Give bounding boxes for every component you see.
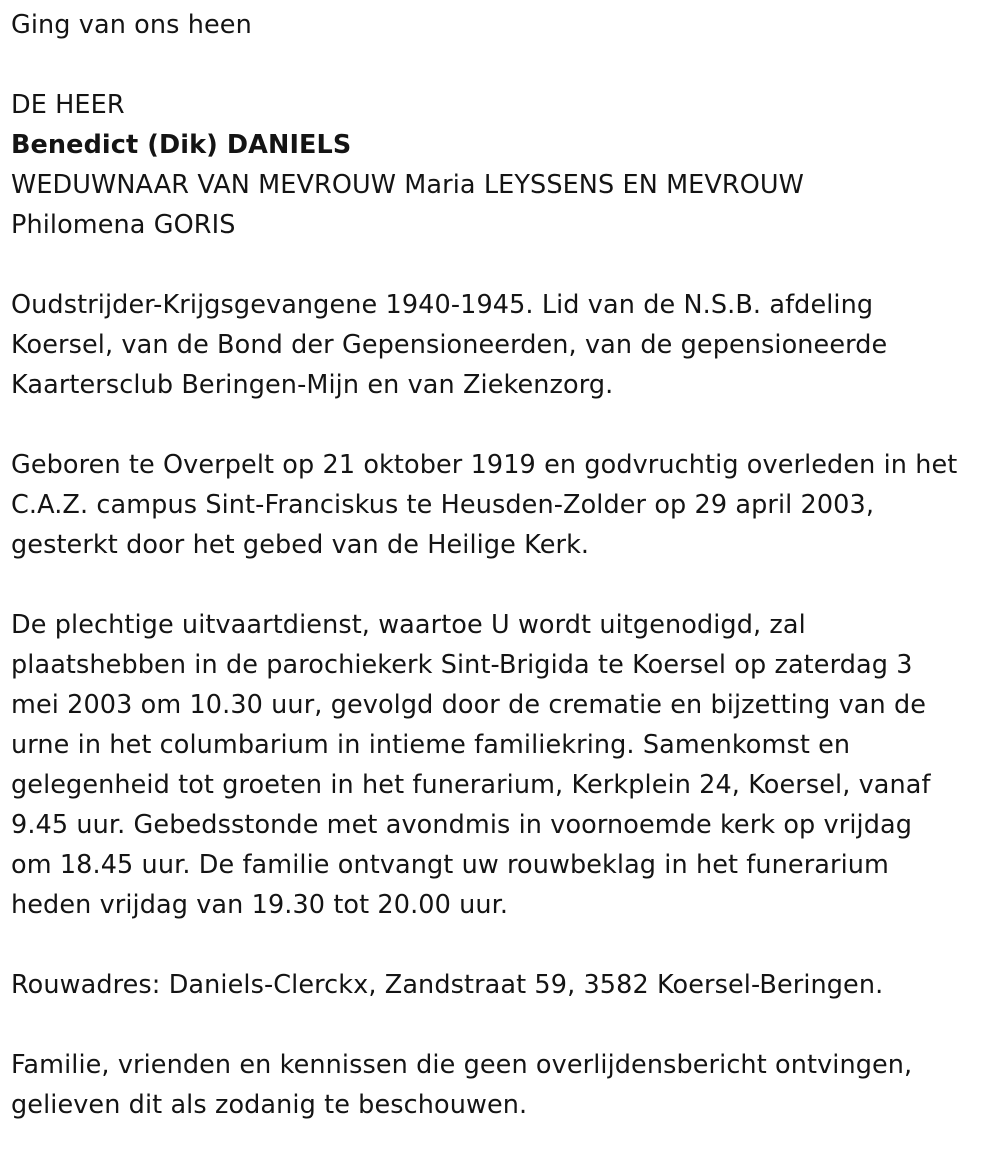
funeral-line: mei 2003 om 10.30 uur, gevolgd door de crematie en bijzetting van de [11,690,927,720]
spacer [11,45,991,85]
closing-paragraph [11,1045,991,1125]
birth-death-line: C.A.Z. campus Sint-Franciskus te Heusden-Zolder op 29 april 2003, [11,490,875,520]
closing-line: Familie, vrienden en kennissen die geen overlijdensbericht ontvingen, [11,1050,913,1080]
spouse-line: Philomena GORIS [11,210,236,240]
spacer [11,1005,991,1045]
memberships-line: Oudstrijder-Krijgsgevangene 1940-1945. Lid van de N.S.B. afdeling [11,290,874,320]
birth-death-line: gesterkt door het gebed van de Heilige Kerk. [11,530,590,560]
birth-death-line: Geboren te Overpelt op 21 oktober 1919 en godvruchtig overleden in het [11,450,958,480]
funeral-line: heden vrijdag van 19.30 tot 20.00 uur. [11,890,509,920]
spouse-paragraph [11,165,991,245]
spacer [11,405,991,445]
obituary-document [11,5,991,1125]
funeral-line: urne in het columbarium in intieme familiekring. Samenkomst en [11,730,851,760]
spacer [11,245,991,285]
mourning-address: Rouwadres: Daniels-Clerckx, Zandstraat 59, 3582 Koersel-Beringen. [11,970,884,1000]
funeral-line: De plechtige uitvaartdienst, waartoe U wordt uitgenodigd, zal [11,610,806,640]
funeral-line: gelegenheid tot groeten in het funerarium, Kerkplein 24, Koersel, vanaf [11,770,931,800]
salutation-text: DE HEER [11,90,125,120]
memberships-line: Kaartersclub Beringen-Mijn en van Ziekenzorg. [11,370,614,400]
memberships-line: Koersel, van de Bond der Gepensioneerden, van de gepensioneerde [11,330,888,360]
memberships-paragraph [11,285,991,405]
birth-death-paragraph [11,445,991,565]
closing-line: gelieven dit als zodanig te beschouwen. [11,1090,528,1120]
intro-text: Ging van ons heen [11,10,252,40]
spacer [11,925,991,965]
funeral-line: plaatshebben in de parochiekerk Sint-Brigida te Koersel op zaterdag 3 [11,650,913,680]
spacer [11,565,991,605]
deceased-name: Benedict (Dik) DANIELS [11,130,352,160]
funeral-paragraph [11,605,991,925]
spouse-line: WEDUWNAAR VAN MEVROUW Maria LEYSSENS EN MEVROUW [11,170,804,200]
funeral-line: 9.45 uur. Gebedsstonde met avondmis in voornoemde kerk op vrijdag [11,810,912,840]
funeral-line: om 18.45 uur. De familie ontvangt uw rouwbeklag in het funerarium [11,850,889,880]
